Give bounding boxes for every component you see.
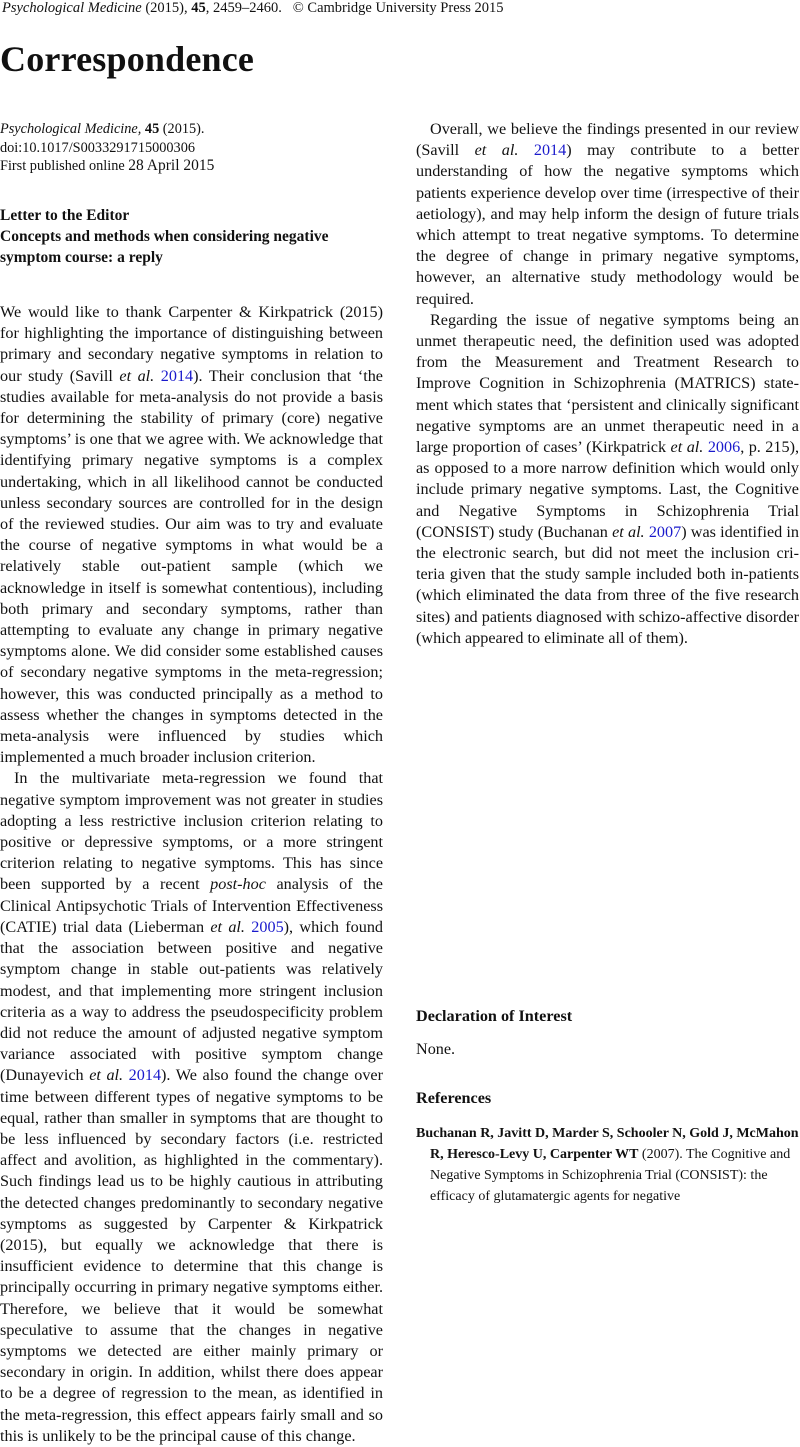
paragraph-4: Regarding the issue of negative symptoms being an unmet therapeutic need, the definition used was adopted from the Measurement and Treatment Research to Improve Cognition in Schizophrenia (MATRICS) statement which states that ‘persistent and clinically significant negative symptoms are an unmet therapeutic need in a large proportion of cases’ (Kirkpatrick et al. 2006, p. 215), as opposed to a more narrow definition which would only include primary negative symptoms. Last, the Cognitive and Negative Symptoms in Schizophrenia Trial (CONSIST) study (Buchanan et al. 2007) was identified in the electronic search, but did not meet the inclusion criteria given that the study sample included both in-patients (which eliminated the data from three of the five research sites) and patients diagnosed with schizo-affective disorder (which appeared to eliminate all of them). — [416, 310, 800, 647]
citation-link[interactable]: 2014 — [533, 141, 567, 160]
published-prefix: First published online — [0, 158, 125, 174]
declaration-text: None. — [416, 1040, 456, 1058]
declaration-heading: Declaration of Interest — [416, 1007, 573, 1025]
citation-link[interactable]: 2014 — [128, 1066, 162, 1085]
paragraph-1: We would like to thank Carpenter & Kirkpatrick (2015) for highlighting the importance of distinguishing between primary and secondary negative symptoms in relation to our study (Savill et al. 2014). Their conclusion that ‘the studies available for meta-analysis do not provide a basis for determining the stability of primary (core) negative symptoms’ is one that we agree with. We acknowledge that identifying primary negative symptoms is a complex undertaking, which in all likelihood cannot be conducted unless secondary sources are controlled for in the design of the reviewed studies. Our aim was to try and evaluate the course of negative symptoms in what would be a relatively stable out-patient sample (which we acknowledge in itself is somewhat contentious), including both primary and secondary symptoms, rather than attempting to evaluate any change in primary negative symptoms alone. We did consider some established causes of secondary negative symptoms in the meta-regression; however, this was conducted principally as a method to assess whether the changes in symptoms detected in the meta-analysis were influenced by studies which implemented a much broader inclusion criterion. — [0, 303, 383, 767]
paragraph-2: In the multivariate meta-regression we found that negative symptom improvement was not greater in studies adopting a less restrictive inclusion criterion relating to positive or depressive symptoms, or a more stringent criterion relating to negative symptoms. This has since been supported by a recent post-hoc analysis of the Clinical Antipsychotic Trials of Intervention Effectiveness (CATIE) trial data (Lieberman et al. 2005), which found that the association between positive and negative symptom change in stable out-patients was relatively modest, and that implementing more stringent inclusion criteria as a way to address the pseudospecificity problem did not reduce the amount of adjusted negative symptom variance associated with positive symptom change (Dunayevich et al. 2014). We also found the change over time between different types of negative symptoms to be equal, rather than smaller in symptoms that are thought to be less influenced by secondary factors (i.e. restricted affect and avolition, as highlighted in the commentary). Such findings lead us to be highly cautious in attributing the detected changes predominantly to secondary negative symptoms as suggested by Carpenter & Kirkpatrick (2015), but equally we acknowledge that there is insufficient evidence to determine that this change is principally occurring in primary negative symptoms either. Therefore, we believe that it would be somewhat speculative to assume that the changes in negative symptoms we detected are either mainly primary or secondary in origin. In addition, whilst there does appear to be a degree of regression to the mean, as identified in the meta-regression, this effect appears fairly small and so this is unlikely to be the principal cause of this change. — [0, 769, 384, 1445]
running-head-volume: 45 — [191, 0, 206, 16]
references-heading: References — [416, 1089, 492, 1107]
meta-year: (2015). — [162, 121, 205, 137]
running-head-pages: , 2459–2460. — [205, 0, 282, 16]
article-title: Concepts and methods when considering negative symptom course: a reply — [0, 228, 329, 266]
publication-date — [0, 157, 214, 176]
citation-link[interactable]: 2005 — [251, 917, 284, 936]
body-column-right — [416, 119, 799, 649]
article-type: Letter to the Editor — [0, 207, 130, 224]
reference-item — [416, 1123, 800, 1207]
meta-journal: Psychological Medicine, — [0, 121, 142, 137]
body-column-left — [0, 302, 383, 1447]
running-head-copyright: © Cambridge University Press 2015 — [292, 0, 504, 16]
doi[interactable]: doi:10.1017/S0033291715000306 — [0, 139, 196, 156]
running-head-journal: Psychological Medicine — [2, 0, 142, 16]
reference-authors: Buchanan R, Javitt D, Marder S, Schooler N, Gold J, McMahon R, Heresco-Levy U, Carpenter WT — [416, 1126, 799, 1162]
paragraph-3: Overall, we believe the findings presented in our review (Savill et al. 2014) may contribute to a better understanding of how the negative symptoms which patients experience develop over time (irrespective of their aetiology), and may help inform the design of future trials which attempt to treat negative symptoms. To determine the degree of change in primary negative symptoms, however, an alternative study methodology would be required. — [416, 120, 800, 308]
citation-link[interactable]: 2007 — [648, 522, 682, 541]
running-head-year: (2015), — [145, 0, 188, 16]
citation-line — [0, 120, 214, 139]
reference-details: (2007). The Cognitive and Negative Symptoms in Schizophrenia Trial (CONSIST): the efficacy of glutamatergic agents for negative — [430, 1147, 791, 1204]
published-date: 28 April 2015 — [128, 157, 215, 174]
citation-link[interactable]: 2006 — [707, 438, 741, 457]
citation-link[interactable]: 2014 — [160, 366, 194, 385]
article-meta — [0, 120, 214, 176]
page-title: Correspondence — [0, 39, 255, 79]
running-head — [2, 0, 504, 16]
meta-volume: 45 — [144, 121, 160, 137]
